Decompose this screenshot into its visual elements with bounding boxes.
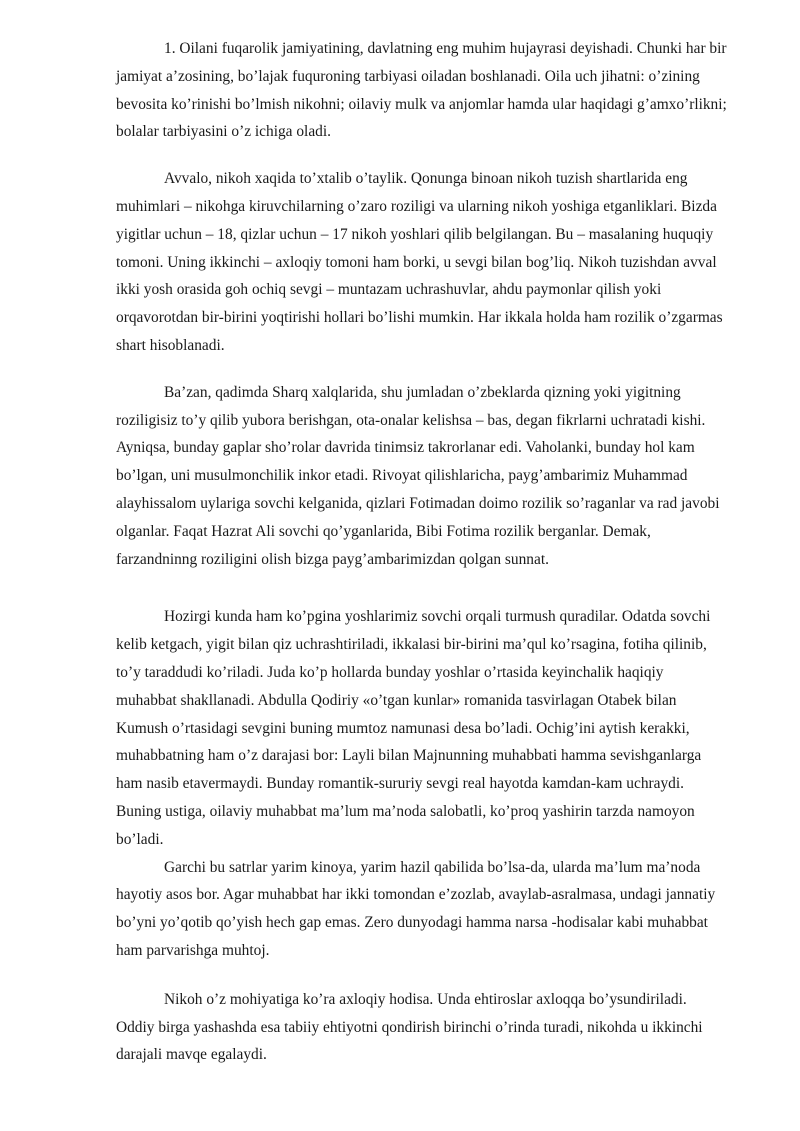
- paragraph-4: Hozirgi kunda ham ko’pgina yoshlarimiz sovchi orqali turmush quradilar. Odatda sovchi kelib ketgach, yigit bilan qiz uchrashtiriladi, ikkalasi bir-birini ma’qul ko’rsagina, fotiha qilinib, to’y taraddudi ko’riladi. Juda ko’p hollarda bunday yoshlar o’rtasida keyinchalik haqiqiy muhabbat shakllanadi. Abdulla Qodiriy «o’tgan kunlar» romanida tasvirlagan Otabek bilan Kumush o’rtasidagi sevgini buning mumtoz namunasi desa bo’ladi. Ochig’ini aytish kerakki, muhabbatning ham o’z darajasi bor: Layli bilan Majnunning muhabbati hamma sevishganlarga ham nasib etavermaydi. Bunday romantik-sururiy sevgi real hayotda kamdan-kam uchraydi. Buning ustiga, oilaviy muhabbat ma’lum ma’noda salobatli, ko’proq yashirin tarzda namoyon bo’ladi.: [116, 608, 711, 848]
- paragraph-2: Avvalo, nikoh xaqida to’xtalib o’taylik. Qonunga binoan nikoh tuzish shartlarida eng muhimlari – nikohga kiruvchilarning o’zaro roziligi va ularning nikoh yoshiga etganliklari. Bizda yigitlar uchun – 18, qizlar uchun – 17 nikoh yoshlari qilib belgilangan. Bu – masalaning huquqiy tomoni. Uning ikkinchi – axloqiy tomoni ham borki, u sevgi bilan bog’liq. Nikoh tuzishdan avval ikki yosh orasida goh ochiq sevgi – muntazam uchrashuvlar, ahdu paymonlar qilish yoki orqavorotdan bir-birini yoqtirishi hollari bo’lishi mumkin. Har ikkala holda ham rozilik o’zgarmas shart hisoblanadi.: [116, 170, 723, 354]
- paragraph-6: Nikoh o’z mohiyatiga ko’ra axloqiy hodisa. Unda ehtiroslar axloqqa bo’ysundiriladi. Oddiy birga yashashda esa tabiiy ehtiyotni qondirish birinchi o’rinda turadi, nikohda u ikkinchi darajali mavqe egalaydi.: [116, 990, 703, 1064]
- paragraph-1: 1. Oilani fuqarolik jamiyatining, davlatning eng muhim hujayrasi deyishadi. Chunki har bir jamiyat a’zosining, bo’lajak fuquroning tarbiyasi oiladan boshlanadi. Oila uch jihatni: o’zining bevosita ko’rinishi bo’lmish nikohni; oilaviy mulk va anjomlar hamda ular haqidagi g’amxo’rlikni; bolalar tarbiyasini o’z ichiga oladi.: [116, 40, 727, 141]
- paragraph-5: Garchi bu satrlar yarim kinoya, yarim hazil qabilida bo’lsa-da, ularda ma’lum ma’noda hayotiy asos bor. Agar muhabbat har ikki tomondan e’zozlab, avaylab-asralmasa, undagi jannatiy bo’yni yo’qotib qo’yish hech gap emas. Zero dunyodagi hamma narsa -hodisalar kabi muhabbat ham parvarishga muhtoj.: [116, 858, 716, 959]
- document-page: [116, 35, 728, 1069]
- paragraph-3: Ba’zan, qadimda Sharq xalqlarida, shu jumladan o’zbeklarda qizning yoki yigitning roziligisiz to’y qilib yubora berishgan, ota-onalar kelishsa – bas, degan fikrlarni uchratadi kishi. Ayniqsa, bunday gaplar sho’rolar davrida tinimsiz takrorlanar edi. Vaholanki, bunday hol kam bo’lgan, uni musulmonchilik inkor etadi. Rivoyat qilishlaricha, payg’ambarimiz Muhammad alayhissalom uylariga sovchi kelganida, qizlari Fotimadan doimo rozilik so’raganlar va rad javobi olganlar. Faqat Hazrat Ali sovchi qo’yganlarida, Bibi Fotima rozilik berganlar. Demak, farzandninng roziligini olish bizga payg’ambarimizdan qolgan sunnat.: [116, 383, 720, 568]
